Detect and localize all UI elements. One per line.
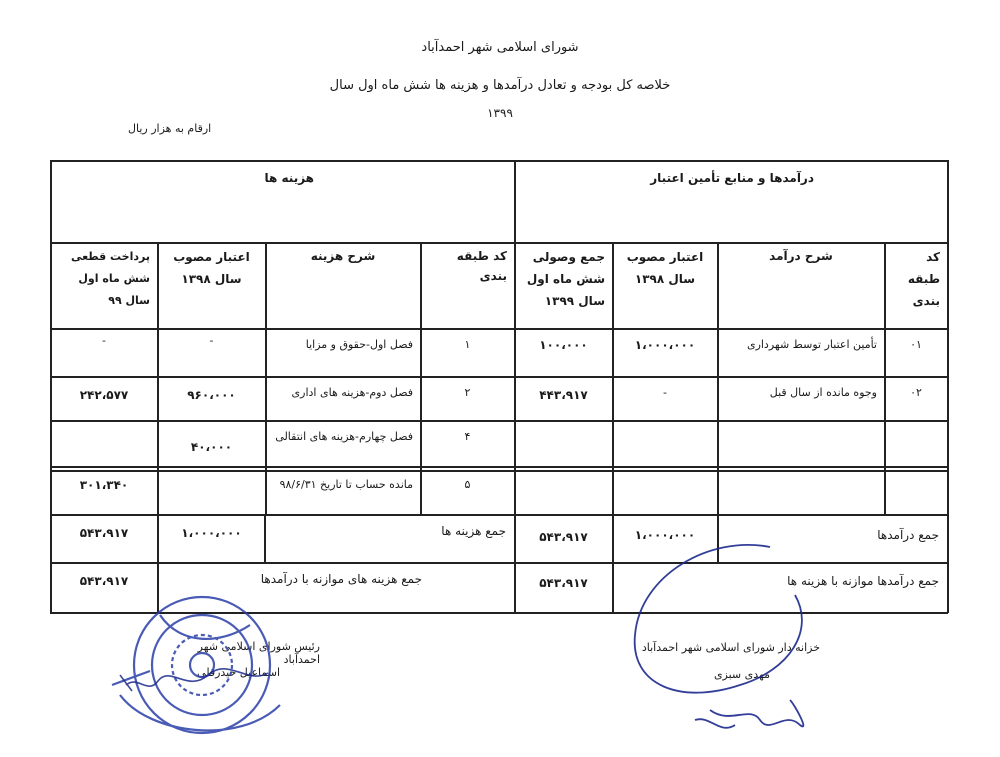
total-exp-approved: ۱،۰۰۰،۰۰۰: [181, 526, 242, 540]
row2-rev-code: ۰۲: [910, 386, 922, 399]
total-rev-collected: ۵۴۳،۹۱۷: [539, 530, 588, 544]
row2-exp-desc: فصل دوم-هزینه های اداری: [291, 386, 413, 399]
table-col-rule: [157, 242, 159, 612]
table-rule: [50, 470, 948, 472]
col-exp-approved: اعتبار مصوب سال ۱۳۹۸: [173, 250, 250, 286]
row2-rev-desc: وجوه مانده از سال قبل: [769, 386, 877, 399]
table-rule: [50, 562, 948, 564]
row2-rev-collected: ۴۴۳،۹۱۷: [539, 388, 588, 402]
col-rev-approved: اعتبار مصوب سال ۱۳۹۸: [626, 250, 704, 286]
signature-left-title: رئیس شورای اسلامی شهر احمدآباد: [197, 640, 320, 666]
row1-rev-collected: ۱۰۰،۰۰۰: [539, 338, 588, 352]
row4-exp-code: ۵: [464, 478, 471, 491]
total-exp-label: جمع هزینه ها: [441, 524, 506, 538]
balanced-rev-value: ۵۴۳،۹۱۷: [539, 576, 588, 590]
signature-right-name: مهدی سبزی: [713, 668, 770, 681]
col-exp-code: کد طبقه بندی: [456, 249, 507, 283]
table-col-rule: [612, 242, 614, 612]
table-rule: [50, 466, 948, 468]
balanced-exp-label: جمع هزینه های موازنه با درآمدها: [260, 572, 422, 586]
total-rev-approved: ۱،۰۰۰،۰۰۰: [634, 528, 696, 542]
row1-rev-code: ۰۱: [910, 338, 922, 351]
table-rule: [50, 376, 948, 378]
table-border-bottom: [50, 612, 948, 614]
balanced-exp-value: ۵۴۳،۹۱۷: [79, 574, 129, 588]
row2-rev-approved: -: [663, 386, 667, 399]
row4-exp-desc: مانده حساب تا تاریخ ۹۸/۶/۳۱: [279, 478, 413, 491]
row1-exp-code: ۱: [464, 338, 471, 351]
row1-rev-desc: تأمین اعتبار توسط شهرداری: [746, 338, 877, 351]
col-rev-desc: شرح درآمد: [769, 249, 833, 263]
signature-right-title: خزانه دار شورای اسلامی شهر احمدآباد: [641, 641, 820, 654]
table-rule: [50, 514, 948, 516]
table-rule: [50, 420, 948, 422]
table-border-right: [947, 160, 949, 613]
row1-exp-desc: فصل اول-حقوق و مزایا: [305, 338, 413, 351]
table-rule: [50, 242, 948, 244]
row3-exp-code: ۴: [464, 430, 471, 443]
col-exp-paid: پرداخت قطعی شش ماه اول سال ۹۹: [70, 250, 150, 307]
balanced-rev-label: جمع درآمدها موازنه با هزینه ها: [787, 574, 939, 588]
total-rev-label: جمع درآمدها: [877, 528, 939, 542]
year-title: ۱۳۹۹: [487, 106, 513, 120]
unit-note: ارقام به هزار ریال: [128, 122, 212, 135]
row1-exp-approved: -: [209, 334, 214, 347]
row3-exp-approved: ۴۰،۰۰۰: [190, 440, 233, 454]
row1-exp-paid: -: [102, 334, 106, 347]
council-title: شورای اسلامی شهر احمدآباد: [421, 40, 579, 55]
row2-exp-approved: ۹۶۰،۰۰۰: [187, 388, 236, 402]
row3-exp-desc: فصل چهارم-هزینه های انتقالی: [275, 430, 413, 443]
row4-exp-paid: ۳۰۱،۳۴۰: [79, 478, 129, 492]
col-rev-code: کد طبقه بندی: [907, 250, 940, 308]
row2-exp-paid: ۲۴۲،۵۷۷: [79, 388, 129, 402]
signature-left-name: اسماعیل حیدرقلی: [197, 666, 280, 679]
row2-exp-code: ۲: [464, 386, 471, 399]
table-border-top: [50, 160, 948, 162]
row1-rev-approved: ۱،۰۰۰،۰۰۰: [634, 338, 696, 352]
col-rev-collected: جمع وصولی شش ماه اول سال ۱۳۹۹: [526, 250, 605, 308]
summary-title: خلاصه کل بودجه و تعادل درآمدها و هزینه ها شش ماه اول سال: [329, 78, 671, 93]
section-expense: هزینه ها: [264, 171, 314, 185]
section-revenue: درآمدها و منابع تأمین اعتبار: [650, 171, 814, 185]
col-exp-desc: شرح هزینه: [310, 249, 376, 263]
total-exp-paid: ۵۴۳،۹۱۷: [79, 526, 129, 540]
